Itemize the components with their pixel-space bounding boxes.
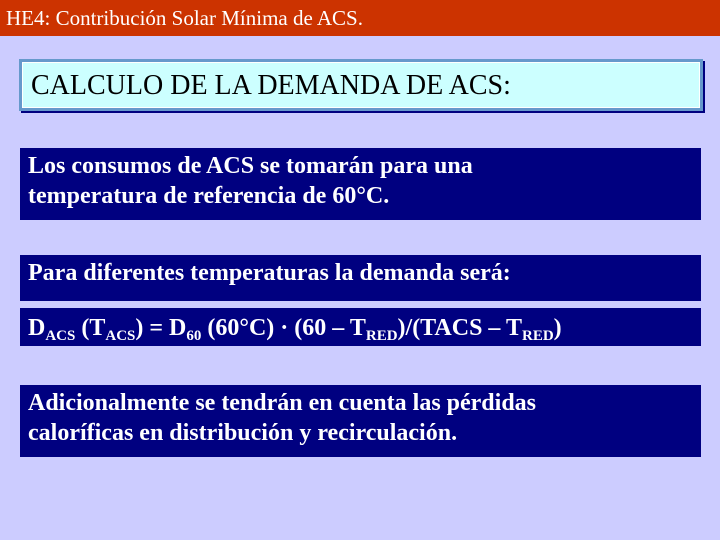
paragraph-line: Para diferentes temperaturas la demanda será: [28,260,511,286]
formula-part: (T [75,315,106,341]
formula-subscript: ACS [45,328,76,344]
section-heading-box [19,59,703,111]
formula-part: D [28,315,46,341]
demand-formula [28,311,701,343]
paragraph-line: caloríficas en distribución y recirculación. [28,420,458,446]
demand-formula-box [20,308,701,346]
formula-part: ) = D [135,315,187,341]
formula-part: ) [553,315,562,341]
formula-part: )/(TACS – T [397,315,522,341]
formula-subscript: RED [522,328,554,344]
reference-temperature-box [20,148,701,220]
formula-subscript: 60 [186,328,202,344]
paragraph-line: Los consumos de ACS se tomarán para una [28,153,473,179]
slide-title: HE4: Contribución Solar Mínima de ACS. [6,6,363,30]
demand-intro-box [20,255,701,301]
formula-subscript: RED [365,328,398,344]
section-heading: CALCULO DE LA DEMANDA DE ACS: [31,70,511,101]
paragraph-line: temperatura de referencia de 60°C. [28,183,390,209]
paragraph-line: Adicionalmente se tendrán en cuenta las pérdidas [28,390,537,416]
title-bar [0,0,720,36]
formula-subscript: ACS [105,328,136,344]
losses-note-box [20,385,701,457]
formula-part: (60°C) · (60 – T [201,315,366,341]
